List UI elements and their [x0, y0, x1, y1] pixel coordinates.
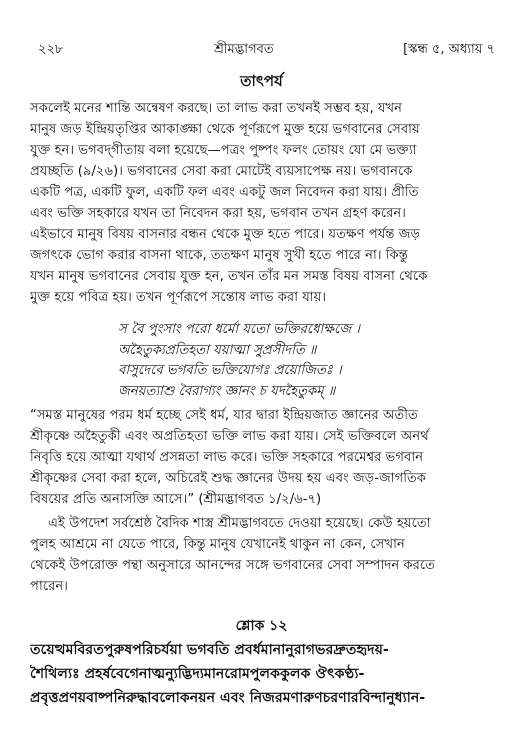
text-line: মানুষ জড় ইন্দ্রিয়তৃপ্তির আকাঙ্ক্ষা থেকে পূর্ণরূপে মুক্ত হয়ে ভগবানের সেবায় [30, 122, 420, 137]
text-line: সকলেই মনের শান্তি অন্বেষণ করছে। তা লাভ করা তখনই সম্ভব হয়, যখন [30, 101, 403, 116]
text-line: শ্রীকৃষ্ণে অহৈতুকী এবং অপ্রতিহতা ভক্তি লাভ করা যায়। সেই ভক্তিবলে অনর্থ [30, 429, 429, 444]
verse-line: অহৈতুক্যপ্রতিহতা যয়াত্মা সুপ্রসীদতি ॥ [118, 342, 317, 358]
verse-line: জনয়ত্যাশু বৈরাগ্যং জ্ঞানং চ যদহৈতুকম্ ॥ [118, 383, 336, 399]
text-line: “সমস্ত মানুষের পরম ধর্ম হচ্ছে সেই ধর্ম, যার দ্বারা ইন্দ্রিয়জাত জ্ঞানের অতীত [30, 408, 418, 423]
purport-paragraph-2 [30, 405, 496, 510]
purport-paragraph-1 [30, 98, 496, 308]
text-line: থেকেই উপরোক্ত পন্থা অনুসারে আনন্দের সঙ্গে ভগবানের সেবা সম্পাদন করতে [30, 558, 436, 573]
text-line: নিবৃত্তি হয়ে আত্মা যথার্থ প্রসন্নতা লাভ করে। ভক্তি সহকারে পরমেশ্বর ভগবান [30, 450, 424, 465]
text-line: পুলহ আশ্রমে না যেতে পারে, কিন্তু মানুষ যেখানেই থাকুন না কেন, সেখান [30, 537, 405, 552]
sloka-text [30, 638, 500, 710]
text-line: যখন মানুষ ভগবানের সেবায় যুক্ত হন, তখন তাঁর মন সমস্ত বিষয় বাসনা থেকে [30, 269, 428, 284]
running-header [38, 40, 495, 60]
sloka-title: শ্লোক ১২ [235, 618, 288, 634]
book-title: শ্রীমদ্ভাগবত [214, 42, 274, 57]
page-number: ২২৮ [38, 42, 64, 57]
sloka-line: তয়েত্থমবিরতপুরুষপরিচর্যয়া ভগবতি প্রবর্ধমানানুরাগভরদ্রুতহৃদয়- [30, 642, 389, 658]
text-line: এইভাবে মানুষ বিষয় বাসনার বন্ধন থেকে মুক্ত হতে পারে। যতক্ষণ পর্যন্ত জড় [30, 227, 420, 242]
purport-paragraph-3 [30, 513, 496, 597]
verse-line: বাসুদেবে ভগবতি ভক্তিযোগঃ প্রয়োজিতঃ । [118, 363, 342, 378]
text-line: শ্রীকৃষ্ণের সেবা করা হলে, অচিরেই শুদ্ধ জ্ঞানের উদয় হয় এবং জড়-জাগতিক [30, 471, 427, 486]
chapter-reference: [স্কন্ধ ৫, অধ্যায় ৭ [403, 42, 495, 57]
text-line: এই উপদেশ সর্বশ্রেষ্ঠ বৈদিক শাস্ত্র শ্রীমদ্ভাগবতে দেওয়া হয়েছে। কেউ হয়তো [48, 516, 431, 531]
sloka-line: প্রবৃত্তপ্রণয়বাষ্পনিরুদ্ধাবলোকনয়ন এবং নিজরমণারুণচরণারবিন্দানুধ্যান- [30, 690, 426, 706]
text-line: জগৎকে ভোগ করার বাসনা থাকে, ততক্ষণ মানুষ সুখী হতে পারে না। কিন্তু [30, 248, 408, 263]
section-heading: তাৎপর্য [240, 72, 283, 90]
text-line: পারেন। [30, 579, 68, 594]
quoted-verse [118, 320, 360, 402]
text-line: এবং ভক্তি সহকারে যখন তা নিবেদন করা হয়, ভগবান তখন গ্রহণ করেন। [30, 206, 407, 221]
text-line: প্রযচ্ছতি (৯/২৬)। ভগবানের সেবা করা মোটেই ব্যয়সাপেক্ষ নয়। ভগবানকে [30, 164, 413, 179]
text-line: একটি পত্র, একটি ফুল, একটি ফল এবং একটু জল নিবেদন করা যায়। প্রীতি [30, 185, 419, 200]
text-line: যুক্ত হন। ভগবদ্‌গীতায় বলা হয়েছে—পত্রং পুষ্পং ফলং তোয়ং যো মে ভক্ত্যা [30, 143, 417, 158]
sloka-line: শৈথিল্যঃ প্রহর্ষবেগেনাত্মন্যুদ্ভিদ্যমানরোমপুলককুলক ঔৎকণ্ঠ্য- [30, 666, 365, 682]
text-line: মুক্ত হয়ে পবিত্র হয়। তখন পূর্ণরূপে সন্তোষ লাভ করা যায়। [30, 290, 327, 305]
text-line: বিষয়ের প্রতি অনাসক্তি আসে।” (শ্রীমদ্ভাগবত ১/২/৬-৭) [30, 492, 322, 507]
verse-line: স বৈ পুংসাং পরো ধর্মো যতো ভক্তিরধোক্ষজে । [118, 322, 361, 337]
